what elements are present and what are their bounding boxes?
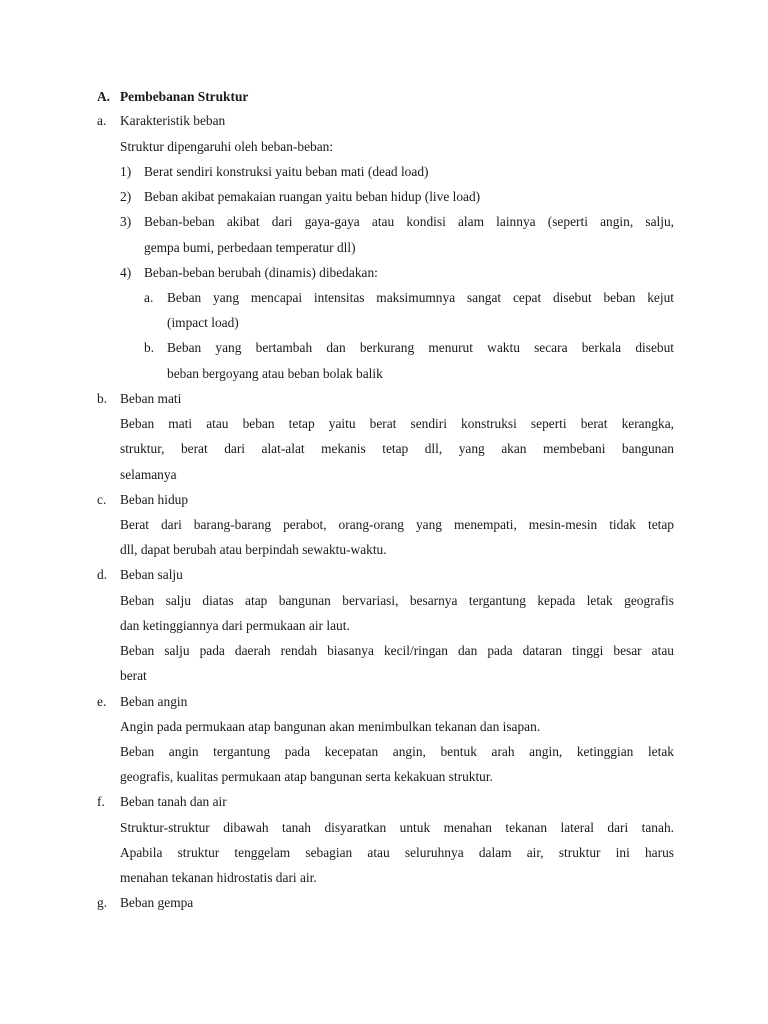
- list-marker: b.: [144, 340, 155, 355]
- paragraph-line: dan ketinggiannya dari permukaan air laut.: [120, 618, 350, 633]
- paragraph-line: Beban mati atau beban tetap yaitu berat sendiri konstruksi seperti berat kerangka,: [120, 416, 674, 431]
- list-item: Beban yang mencapai intensitas maksimumnya sangat cepat disebut beban kejut: [167, 290, 674, 305]
- list-marker: f.: [97, 794, 105, 809]
- subsection-title: Beban tanah dan air: [120, 794, 227, 809]
- paragraph-line: selamanya: [120, 467, 177, 482]
- list-marker: 1): [120, 164, 132, 179]
- list-item-continuation: gempa bumi, perbedaan temperatur dll): [144, 240, 356, 255]
- subsection-title: Beban mati: [120, 391, 182, 406]
- list-marker: d.: [97, 567, 108, 582]
- paragraph-line: Apabila struktur tenggelam sebagian atau seluruhnya dalam air, struktur ini harus: [120, 845, 674, 860]
- paragraph-line: berat: [120, 668, 147, 683]
- list-marker: e.: [97, 694, 107, 709]
- list-marker: 3): [120, 214, 132, 229]
- list-marker: 4): [120, 265, 132, 280]
- list-marker: b.: [97, 391, 108, 406]
- paragraph-line: geografis, kualitas permukaan atap bangunan serta kekakuan struktur.: [120, 769, 493, 784]
- list-marker: a.: [144, 290, 154, 305]
- subsection-title: Beban hidup: [120, 492, 189, 507]
- list-marker: c.: [97, 492, 107, 507]
- paragraph-line: dll, dapat berubah atau berpindah sewaktu-waktu.: [120, 542, 387, 557]
- section-title: Pembebanan Struktur: [120, 89, 249, 104]
- list-marker: a.: [97, 113, 107, 128]
- subsection-title: Beban angin: [120, 694, 188, 709]
- paragraph-line: Berat dari barang-barang perabot, orang-orang yang menempati, mesin-mesin tidak tetap: [120, 517, 674, 532]
- paragraph-line: struktur, berat dari alat-alat mekanis tetap dll, yang akan membebani bangunan: [120, 441, 674, 456]
- list-marker: g.: [97, 895, 108, 910]
- section-marker: A.: [97, 89, 111, 104]
- list-marker: 2): [120, 189, 132, 204]
- list-item: Beban-beban berubah (dinamis) dibedakan:: [144, 265, 378, 280]
- subsection-title: Beban salju: [120, 567, 183, 582]
- list-item-continuation: (impact load): [167, 315, 239, 330]
- list-item: Beban akibat pemakaian ruangan yaitu beban hidup (live load): [144, 189, 481, 204]
- paragraph-line: Struktur dipengaruhi oleh beban-beban:: [120, 139, 334, 154]
- paragraph-line: Angin pada permukaan atap bangunan akan menimbulkan tekanan dan isapan.: [120, 719, 541, 734]
- paragraph-line: Beban angin tergantung pada kecepatan angin, bentuk arah angin, ketinggian letak: [120, 744, 674, 759]
- paragraph-line: Beban salju pada daerah rendah biasanya kecil/ringan dan pada dataran tinggi besar atau: [120, 643, 674, 658]
- paragraph-line: Beban salju diatas atap bangunan bervariasi, besarnya tergantung kepada letak geografis: [120, 593, 674, 608]
- paragraph-line: Struktur-struktur dibawah tanah disyaratkan untuk menahan tekanan lateral dari tanah.: [120, 820, 674, 835]
- subsection-title: Karakteristik beban: [120, 113, 226, 128]
- list-item: Beban-beban akibat dari gaya-gaya atau kondisi alam lainnya (seperti angin, salju,: [144, 214, 674, 229]
- list-item: Beban yang bertambah dan berkurang menurut waktu secara berkala disebut: [167, 340, 674, 355]
- list-item-continuation: beban bergoyang atau beban bolak balik: [167, 366, 383, 381]
- list-item: Berat sendiri konstruksi yaitu beban mati (dead load): [144, 164, 429, 179]
- subsection-title: Beban gempa: [120, 895, 194, 910]
- paragraph-line: menahan tekanan hidrostatis dari air.: [120, 870, 317, 885]
